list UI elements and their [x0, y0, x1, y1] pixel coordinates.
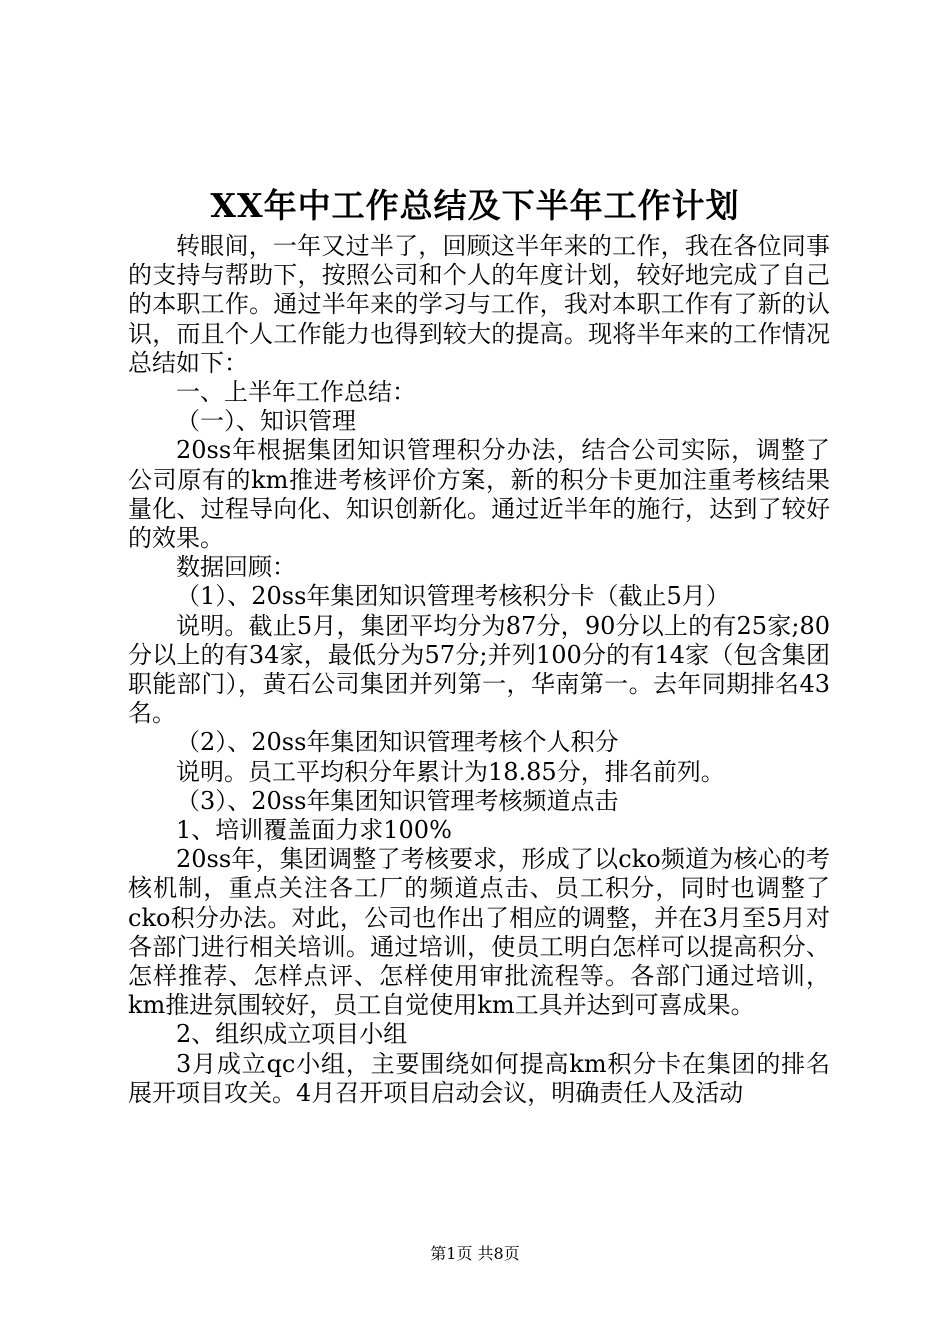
item-heading: （3）、20ss年集团知识管理考核频道点击	[176, 786, 619, 815]
paragraph: 3月成立qc小组，主要围绕如何提高km积分卡在集团的排名展开项目攻关。4月召开项目启动会议，明确责任人及活动	[128, 1049, 830, 1107]
document-title: XX年中工作总结及下半年工作计划	[210, 186, 740, 225]
item-heading: （1）、20ss年集团知识管理考核积分卡（截止5月）	[176, 582, 730, 611]
paragraph: 20ss年，集团调整了考核要求，形成了以cko频道为核心的考核机制，重点关注各工厂的频道点击、员工积分，同时也调整了cko积分办法。对此，公司也作出了相应的调整，并在3月至5月对各部门进行相关培训。通过培训，使员工明白怎样可以提高积分、怎样推荐、怎样点评、怎样使用审批流程等。各部门通过培训，km推进氛围较好，员工自觉使用km工具并达到可喜成果。	[128, 845, 830, 1020]
paragraph-label: 数据回顾：	[176, 553, 296, 582]
paragraph-intro: 转眼间，一年又过半了，回顾这半年来的工作，我在各位同事的支持与帮助下，按照公司和个人的年度计划，较好地完成了自己的本职工作。通过半年来的学习与工作，我对本职工作有了新的认识，而且个人工作能力也得到较大的提高。现将半年来的工作情况总结如下：	[128, 232, 830, 377]
item-heading: （2）、20ss年集团知识管理考核个人积分	[176, 728, 619, 757]
document-body	[128, 232, 830, 1108]
numbered-heading: 2、组织成立项目小组	[176, 1020, 408, 1049]
paragraph: 20ss年根据集团知识管理积分办法，结合公司实际，调整了公司原有的km推进考核评价方案，新的积分卡更加注重考核结果量化、过程导向化、知识创新化。通过近半年的施行，达到了较好的效果。	[128, 436, 830, 553]
numbered-heading: 1、培训覆盖面力求100%	[176, 816, 452, 845]
page-footer: 第1页 共8页	[430, 1244, 520, 1263]
paragraph: 说明。截止5月，集团平均分为87分，90分以上的有25家;80分以上的有34家，最低分为57分;并列100分的有14家（包含集团职能部门），黄石公司集团并列第一，华南第一。去年同期排名43名。	[128, 611, 830, 728]
subsection-heading: （一）、知识管理	[176, 407, 356, 436]
paragraph: 说明。员工平均积分年累计为18.85分，排名前列。	[176, 757, 725, 786]
section-heading: 一、上半年工作总结：	[176, 378, 416, 407]
